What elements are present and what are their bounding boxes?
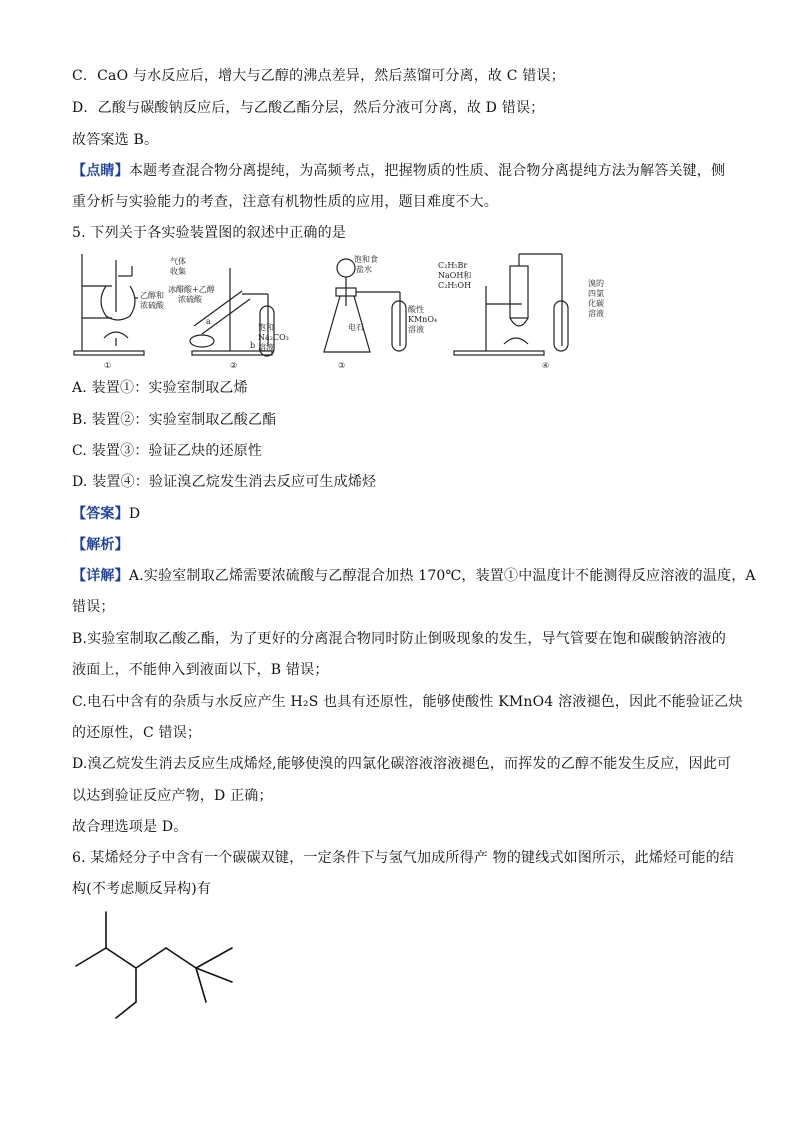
a3-solution: KMnO₄ <box>408 315 438 324</box>
a1-label: ① <box>104 361 112 370</box>
a4-label: ④ <box>542 361 550 370</box>
text-line: C．CaO 与水反应后，增大与乙醇的沸点差异，然后蒸馏可分离，故 C 错误； <box>72 68 565 84</box>
text-line: C.电石中含有的杂质与水反应产生 H₂S 也具有还原性，能够使酸性 KMnO4 溶液褪色，因此不能验证乙炔 <box>72 694 743 710</box>
question-6-cont: 构(不考虑顺反异构)有 <box>72 881 212 897</box>
skeletal-formula-figure <box>60 910 260 1030</box>
a3-solution: 溶液 <box>408 325 424 334</box>
text-line: D.溴乙烷发生消去反应生成烯烃,能够使溴的四氯化碳溶液溶液褪色，而挥发的乙醇不能发生反应，因此可 <box>72 756 732 772</box>
a4-solution: 溶液 <box>588 309 604 318</box>
a2-label-a: a <box>206 317 211 326</box>
a2-label: ② <box>230 361 238 370</box>
a4-reagent: C₂H₅Br <box>438 261 468 270</box>
detail-text: A.实验室制取乙烯需要浓硫酸与乙醇混合加热 170℃，装置①中温度计不能测得反应溶液的温度，A <box>128 568 756 584</box>
text-line: 液面上，不能伸入到液面以下，B 错误； <box>72 662 329 678</box>
analysis-tag: 【解析】 <box>72 537 129 553</box>
answer-tag: 【答案】 <box>72 506 129 522</box>
a2-reagent: 冰醋酸+乙醇 <box>168 285 215 294</box>
analysis-line <box>72 535 732 555</box>
a3-water: 饱和食 <box>354 255 378 264</box>
a1-gas: 气体 <box>170 257 186 266</box>
apparatus-figure <box>72 246 632 372</box>
text-line: 重分析与实验能力的考查，注意有机物性质的应用，题目难度不大。 <box>72 194 498 210</box>
a3-solution: 酸性 <box>408 305 424 314</box>
option-a: A. 装置①：实验室制取乙烯 <box>72 380 248 396</box>
a3-label: ③ <box>338 361 346 370</box>
option-d: D. 装置④：验证溴乙烷发生消去反应可生成烯烃 <box>72 474 377 490</box>
question-5: 5. 下列关于各实验装置图的叙述中正确的是 <box>72 225 347 241</box>
detail-tag: 【详解】 <box>72 568 129 584</box>
a4-solution: 溴的 <box>588 279 604 288</box>
comment-tag: 【点睛】 <box>72 163 129 179</box>
a3-stone: 电石 <box>348 323 364 332</box>
a2-label-b: b <box>250 341 256 350</box>
text-line: D．乙酸与碳酸钠反应后，与乙酸乙酯分层，然后分液可分离，故 D 错误； <box>72 100 545 116</box>
text-line: 故合理选项是 D。 <box>72 819 188 835</box>
comment-line <box>72 161 732 181</box>
a4-solution: 化碳 <box>588 299 604 308</box>
text-line: 故答案选 B。 <box>72 132 159 148</box>
comment-text: 本题考查混合物分离提纯，为高频考点，把握物质的性质、混合物分离提纯方法为解答关键，侧 <box>128 163 726 179</box>
text-line: B.实验室制取乙酸乙酯，为了更好的分离混合物同时防止倒吸现象的发生，导气管要在饱和碳酸钠溶液的 <box>72 631 727 647</box>
a3-water: 盐水 <box>356 265 372 274</box>
a2-reagent: 浓硫酸 <box>178 295 202 304</box>
a2-solution: 溶液 <box>258 343 274 352</box>
a2-solution: Na₂CO₃ <box>258 333 289 342</box>
a4-reagent: C₂H₅OH <box>438 281 472 290</box>
a1-collect: 收集 <box>170 267 186 276</box>
detail-line <box>72 566 756 586</box>
a4-solution: 四氯 <box>588 289 604 298</box>
a1-reagent: 浓硫酸 <box>140 301 164 310</box>
option-c: C. 装置③：验证乙炔的还原性 <box>72 443 263 459</box>
text-line: 错误； <box>72 599 115 615</box>
text-line: 的还原性，C 错误； <box>72 725 202 741</box>
question-6: 6. 某烯烃分子中含有一个碳碳双键，一定条件下与氢气加成所得产 物的键线式如图所示，此烯烃可能的结 <box>72 850 735 866</box>
option-b: B. 装置②：实验室制取乙酸乙酯 <box>72 412 277 428</box>
a1-reagent: 乙醇和 <box>140 291 164 300</box>
text-line: 以达到验证反应产物，D 正确； <box>72 788 273 804</box>
a4-reagent: NaOH和 <box>438 271 472 280</box>
answer-line <box>72 504 732 524</box>
answer-value: D <box>128 506 141 522</box>
a2-solution: 饱和 <box>258 323 274 332</box>
